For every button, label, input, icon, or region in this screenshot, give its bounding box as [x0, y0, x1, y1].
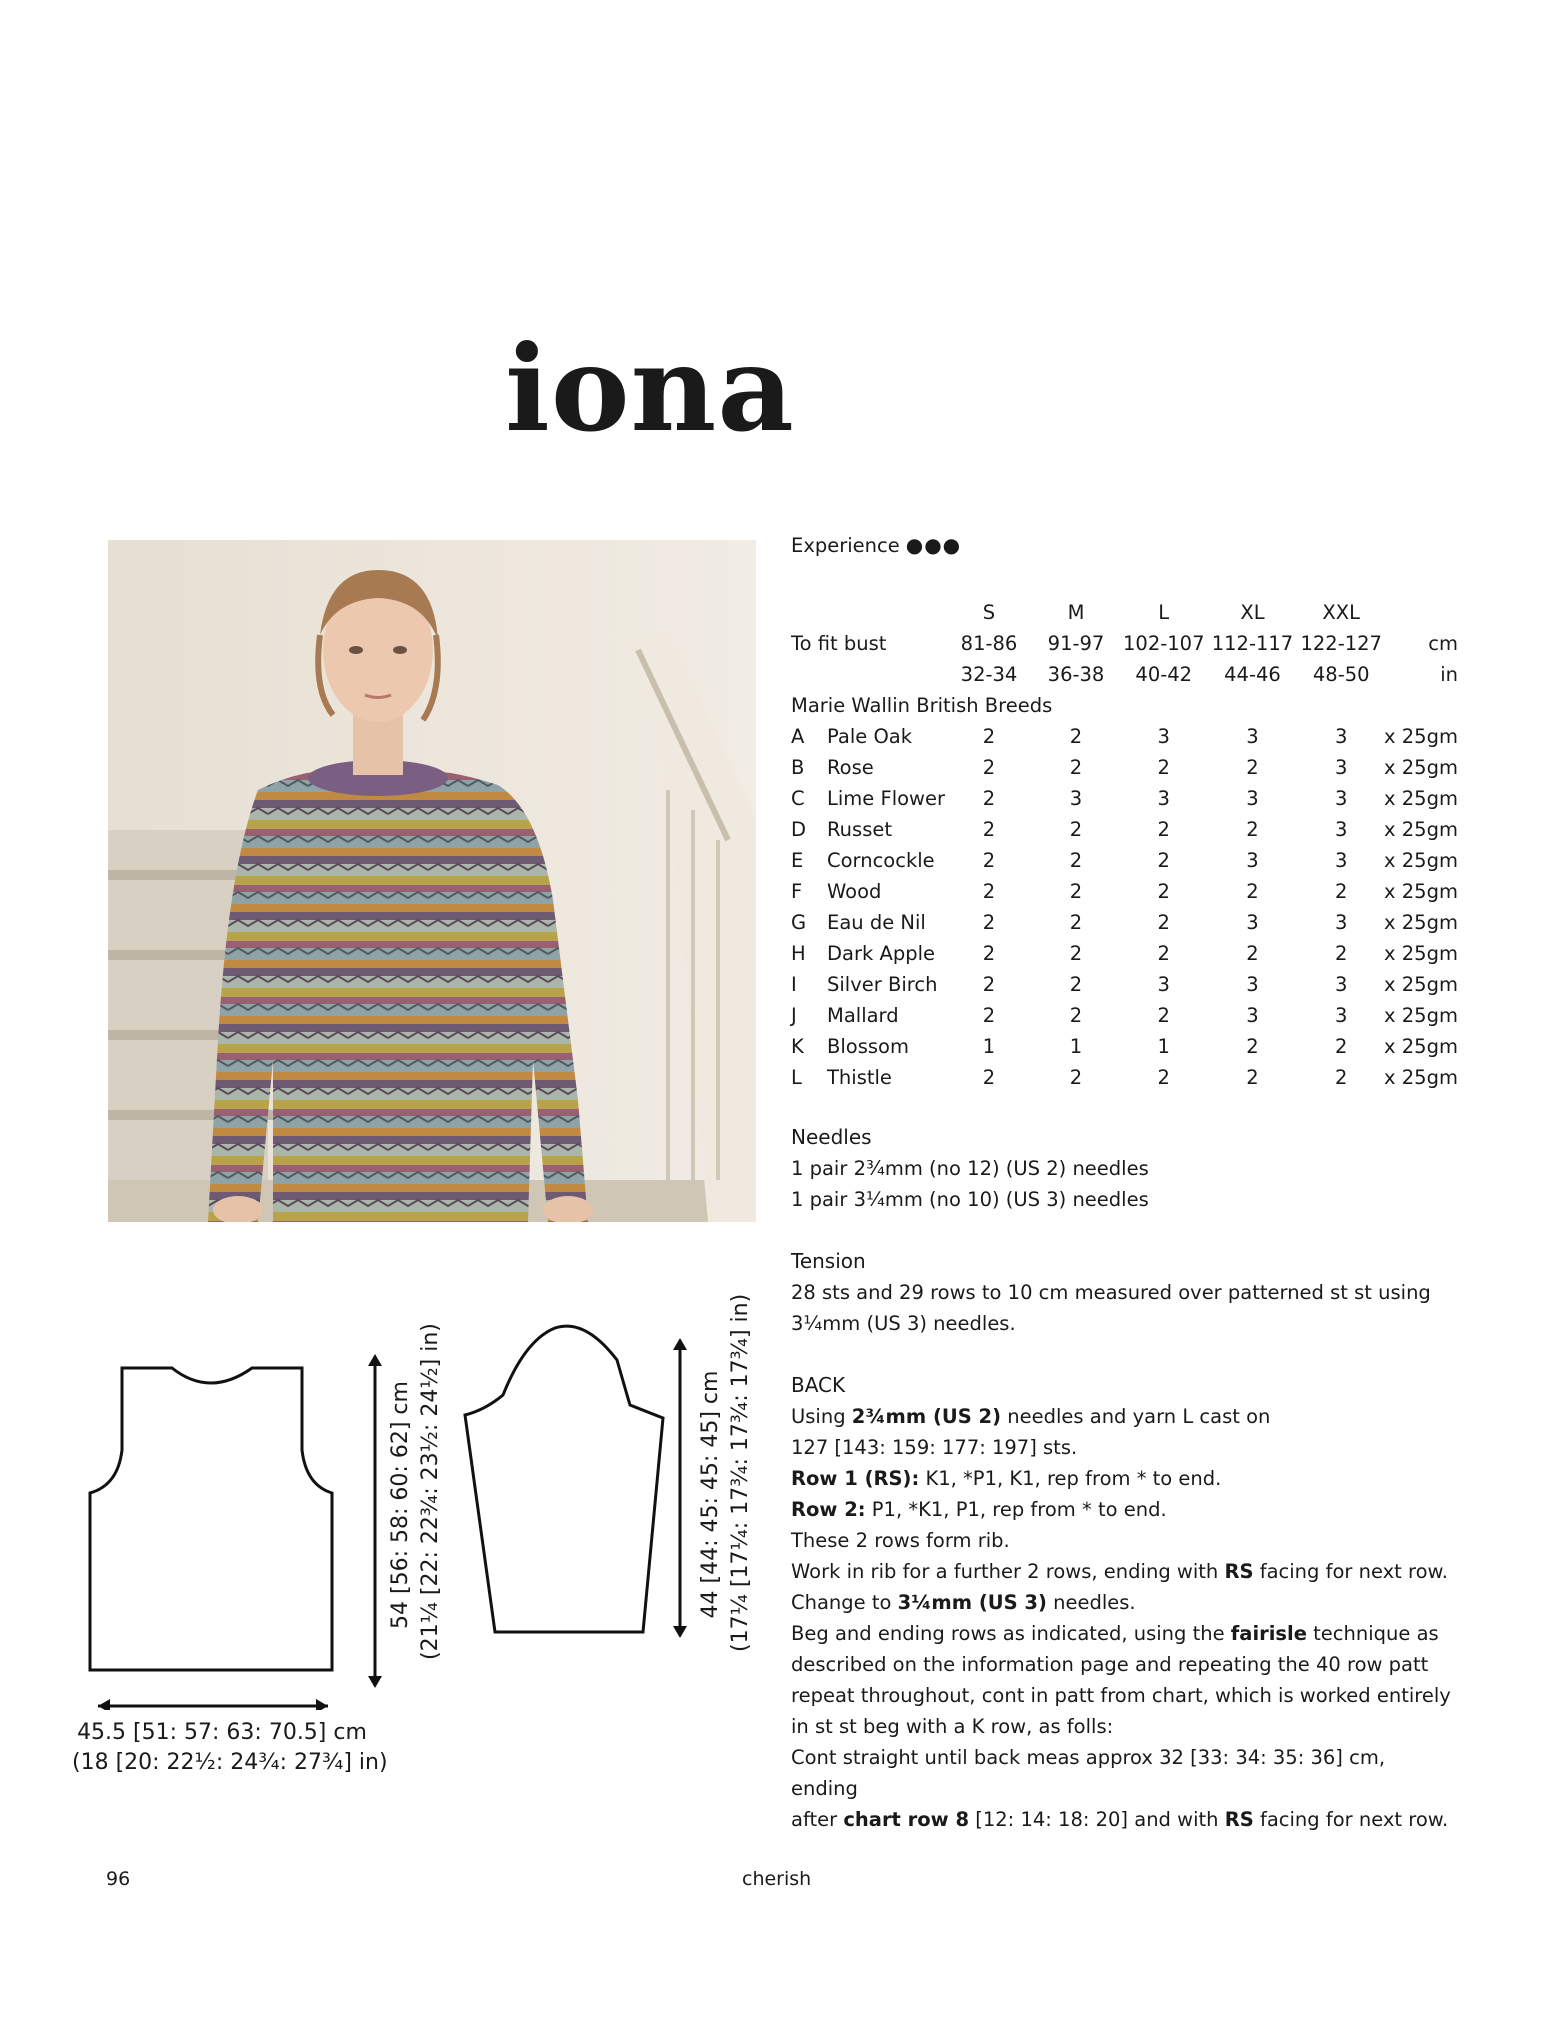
needles-section [791, 1122, 1451, 1215]
yarn-unit: x 25gm [1384, 880, 1458, 903]
yarn-qty: 2 [1246, 1035, 1259, 1058]
magazine-name: cherish [742, 1868, 812, 1890]
yarn-qty: 3 [1157, 973, 1170, 996]
yarn-qty: 2 [982, 973, 996, 996]
back-line: in st st beg with a K row, as folls: [791, 1715, 1114, 1738]
experience-label: Experience [791, 534, 900, 557]
yarn-qty: 2 [982, 880, 996, 903]
needle-line: 1 pair 3¼mm (no 10) (US 3) needles [791, 1188, 1149, 1211]
yarn-unit: x 25gm [1384, 1035, 1458, 1058]
yarn-row [791, 1031, 1458, 1062]
sleeve-length-label [696, 1293, 756, 1652]
yarn-qty: 3 [1335, 725, 1348, 748]
yarn-qty: 2 [1157, 1004, 1170, 1027]
yarn-qty: 2 [982, 756, 996, 779]
yarn-unit: x 25gm [1384, 849, 1458, 872]
back-section [791, 1370, 1451, 1835]
back-line: described on the information page and repeating the 40 row patt [791, 1653, 1429, 1676]
yarn-qty: 2 [1157, 849, 1170, 872]
yarn-shade: Mallard [827, 1004, 899, 1027]
yarn-qty: 3 [1069, 787, 1083, 810]
yarn-qty: 2 [1069, 942, 1083, 965]
yarn-qty: 2 [1069, 911, 1083, 934]
back-line: repeat throughout, cont in patt from chart, which is worked entirely [791, 1684, 1451, 1707]
yarn-shade: Wood [827, 880, 882, 903]
yarn-qty: 2 [982, 818, 996, 841]
body-length-label [386, 1323, 446, 1660]
yarn-qty: 3 [1246, 973, 1259, 996]
yarn-qty: 2 [1069, 1004, 1083, 1027]
body-length-cm: 54 [56: 58: 60: 62] cm [388, 1381, 413, 1629]
yarn-qty: 2 [1246, 756, 1259, 779]
yarn-shade: Lime Flower [827, 787, 945, 810]
yarn-row [791, 1062, 1458, 1093]
yarn-qty: 2 [1246, 942, 1259, 965]
yarn-unit: x 25gm [1384, 725, 1458, 748]
yarn-shade: Russet [827, 818, 892, 841]
body-schematic [80, 1350, 420, 1710]
page-number: 96 [106, 1868, 131, 1890]
yarn-qty: 1 [1069, 1035, 1083, 1058]
body-width-in: (18 [20: 22½: 24¾: 27¾] in) [72, 1750, 388, 1775]
tension-heading: Tension [791, 1249, 866, 1273]
yarn-qty: 2 [1069, 1066, 1083, 1089]
yarn-unit: x 25gm [1384, 818, 1458, 841]
yarn-unit: x 25gm [1384, 942, 1458, 965]
yarn-qty: 3 [1335, 849, 1348, 872]
yarn-qty: 2 [1069, 973, 1083, 996]
yarn-qty: 3 [1335, 973, 1348, 996]
size-header: XL [1240, 601, 1265, 624]
yarn-qty: 2 [982, 725, 996, 748]
yarn-row [791, 969, 1458, 1000]
back-line: Row 1 (RS): K1, *P1, K1, rep from * to end. [791, 1467, 1222, 1490]
bust-cm-value: 102-107 [1123, 632, 1205, 655]
experience-dots: ●●● [905, 533, 962, 557]
yarn-qty: 3 [1335, 911, 1348, 934]
yarn-letter: J [791, 1004, 797, 1027]
back-line: Beg and ending rows as indicated, using the fairisle technique as [791, 1622, 1439, 1645]
yarn-letter: L [791, 1066, 802, 1089]
yarn-letter: H [791, 942, 806, 965]
yarn-qty: 2 [1069, 880, 1083, 903]
yarn-shade: Blossom [827, 1035, 909, 1058]
size-header: L [1158, 601, 1170, 624]
sleeve-length-in: (17¼ [17¼: 17¾: 17¾: 17¾] in) [728, 1293, 753, 1652]
yarn-shade: Rose [827, 756, 874, 779]
yarn-qty: 3 [1335, 818, 1348, 841]
bust-cm-value: 81-86 [960, 632, 1018, 655]
sleeve-length-cm: 44 [44: 45: 45: 45] cm [698, 1370, 723, 1619]
yarn-row [791, 876, 1458, 907]
yarn-unit: x 25gm [1384, 787, 1458, 810]
yarn-letter: B [791, 756, 805, 779]
yarn-qty: 2 [1246, 1066, 1259, 1089]
bust-label: To fit bust [791, 632, 887, 655]
back-line: 127 [143: 159: 177: 197] sts. [791, 1436, 1078, 1459]
yarn-qty: 2 [1335, 1035, 1348, 1058]
back-heading: BACK [791, 1373, 846, 1397]
bust-cm-value: 112-117 [1211, 632, 1294, 655]
bust-in-row [791, 659, 1458, 690]
body-width-cm: 45.5 [51: 57: 63: 70.5] cm [77, 1720, 367, 1745]
yarn-qty: 2 [982, 911, 996, 934]
size-header: S [982, 601, 996, 624]
experience-line [791, 530, 1451, 561]
bust-cm-value: 122-127 [1300, 632, 1382, 655]
bust-cm-unit: cm [1428, 632, 1458, 655]
needles-heading: Needles [791, 1125, 872, 1149]
bust-in-value: 44-46 [1224, 663, 1281, 686]
bust-in-unit: in [1440, 663, 1458, 686]
body-width-label [72, 1718, 388, 1778]
yarn-unit: x 25gm [1384, 1066, 1458, 1089]
yarn-letter: F [791, 880, 803, 903]
yarn-shade: Thistle [827, 1066, 892, 1089]
yarn-qty: 2 [1335, 942, 1348, 965]
yarn-qty: 3 [1246, 725, 1259, 748]
yarn-qty: 2 [1335, 1066, 1348, 1089]
yarn-qty: 3 [1335, 1004, 1348, 1027]
yarn-row [791, 907, 1458, 938]
yarn-letter: I [791, 973, 797, 996]
tension-section [791, 1246, 1431, 1339]
yarn-qty: 2 [982, 849, 996, 872]
yarn-qty: 2 [1157, 942, 1170, 965]
yarn-qty: 2 [982, 1066, 996, 1089]
yarn-letter: G [791, 911, 807, 934]
sleeve-outline [465, 1326, 663, 1632]
yarn-row [791, 752, 1458, 783]
pattern-title: iona [505, 319, 795, 458]
yarn-qty: 1 [982, 1035, 996, 1058]
size-header-row [791, 597, 1458, 628]
yarn-row [791, 938, 1458, 969]
yarn-qty: 2 [982, 942, 996, 965]
needle-line: 1 pair 2¾mm (no 12) (US 2) needles [791, 1157, 1149, 1180]
back-line: Change to 3¼mm (US 3) needles. [791, 1591, 1136, 1614]
yarn-qty: 3 [1246, 1004, 1259, 1027]
yarn-qty: 2 [1157, 756, 1170, 779]
yarn-unit: x 25gm [1384, 756, 1458, 779]
yarn-unit: x 25gm [1384, 1004, 1458, 1027]
bust-cm-row [791, 628, 1458, 659]
yarn-row [791, 845, 1458, 876]
yarn-qty: 2 [982, 1004, 996, 1027]
back-line: after chart row 8 [12: 14: 18: 20] and with RS facing for next row. [791, 1808, 1449, 1831]
yarn-qty: 2 [1246, 818, 1259, 841]
yarn-shade: Pale Oak [827, 725, 913, 748]
yarn-qty: 2 [1157, 818, 1170, 841]
bust-in-value: 36-38 [1047, 663, 1105, 686]
yarn-unit: x 25gm [1384, 911, 1458, 934]
back-line: Row 2: P1, *K1, P1, rep from * to end. [791, 1498, 1167, 1521]
yarn-letter: A [791, 725, 805, 748]
yarn-unit: x 25gm [1384, 973, 1458, 996]
yarn-shade: Corncockle [827, 849, 935, 872]
bust-in-value: 40-42 [1135, 663, 1193, 686]
yarn-qty: 2 [1246, 880, 1259, 903]
size-header: XXL [1322, 601, 1361, 624]
yarn-qty: 2 [1157, 1066, 1170, 1089]
size-header: M [1067, 601, 1085, 624]
sizes-yarn-table [791, 597, 1458, 1093]
yarn-letter: E [791, 849, 804, 872]
yarn-qty: 2 [1069, 818, 1083, 841]
yarn-row [791, 783, 1458, 814]
yarn-qty: 3 [1335, 756, 1348, 779]
yarn-shade: Silver Birch [827, 973, 938, 996]
back-line: Work in rib for a further 2 rows, ending with RS facing for next row. [791, 1560, 1448, 1583]
yarn-letter: D [791, 818, 807, 841]
yarn-heading: Marie Wallin British Breeds [791, 694, 1053, 717]
yarn-qty: 2 [1069, 725, 1083, 748]
yarn-heading-row [791, 690, 1458, 721]
yarn-qty: 3 [1246, 849, 1259, 872]
tension-text: 28 sts and 29 rows to 10 cm measured over patterned st st using 3¼mm (US 3) needles. [791, 1281, 1431, 1335]
yarn-letter: C [791, 787, 805, 810]
yarn-qty: 2 [982, 787, 996, 810]
yarn-qty: 2 [1069, 849, 1083, 872]
yarn-qty: 2 [1157, 880, 1170, 903]
yarn-qty: 2 [1069, 756, 1083, 779]
model-photo [108, 540, 756, 1222]
bust-cm-value: 91-97 [1047, 632, 1105, 655]
bust-in-value: 32-34 [960, 663, 1018, 686]
yarn-qty: 3 [1157, 725, 1170, 748]
yarn-rows [791, 721, 1458, 1093]
bust-in-value: 48-50 [1312, 663, 1370, 686]
yarn-qty: 2 [1335, 880, 1348, 903]
yarn-qty: 3 [1335, 787, 1348, 810]
yarn-qty: 3 [1246, 787, 1259, 810]
back-line: These 2 rows form rib. [791, 1529, 1010, 1552]
body-length-in: (21¼ [22: 22¾: 23½: 24½] in) [418, 1323, 443, 1660]
yarn-letter: K [791, 1035, 804, 1058]
back-line: Cont straight until back meas approx 32 [33: 34: 35: 36] cm, ending [791, 1746, 1386, 1800]
yarn-shade: Eau de Nil [827, 911, 926, 934]
yarn-qty: 3 [1157, 787, 1170, 810]
yarn-shade: Dark Apple [827, 942, 935, 965]
yarn-qty: 1 [1157, 1035, 1170, 1058]
yarn-row [791, 814, 1458, 845]
yarn-qty: 2 [1157, 911, 1170, 934]
yarn-qty: 3 [1246, 911, 1259, 934]
yarn-row [791, 721, 1458, 752]
yarn-row [791, 1000, 1458, 1031]
body-outline [90, 1368, 332, 1670]
back-line: Using 2¾mm (US 2) needles and yarn L cast on [791, 1405, 1271, 1428]
